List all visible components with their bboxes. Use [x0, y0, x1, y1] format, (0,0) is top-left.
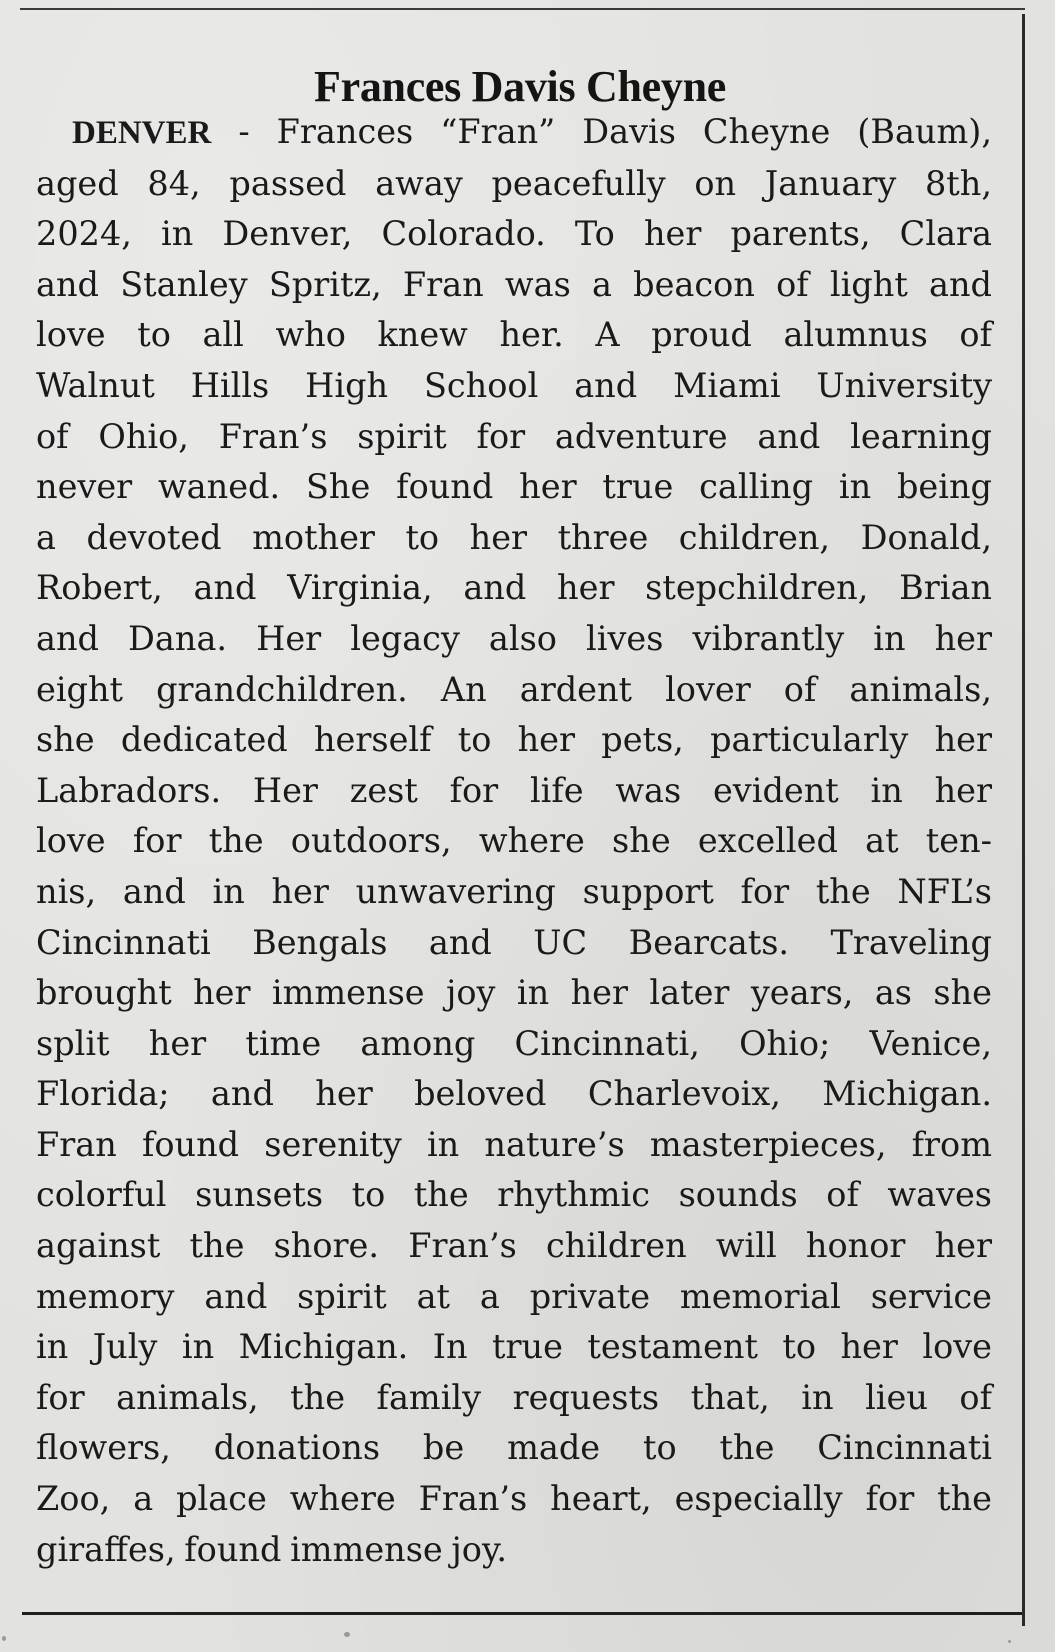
- obituary-first-line-text: - Frances “Fran” Davis Cheyne (Baum),: [211, 112, 992, 151]
- obituary-line: Walnut Hills High School and Miami University: [36, 365, 992, 405]
- obituary-line: Cincinnati Bengals and UC Bearcats. Traveling: [36, 922, 992, 962]
- top-rule: [20, 8, 1025, 10]
- paper-speck: [2, 1636, 6, 1641]
- obituary-line: flowers, donations be made to the Cincinnati: [36, 1428, 992, 1468]
- obituary-line: [36, 107, 992, 159]
- obituary-line: for animals, the family requests that, in lieu of: [36, 1377, 992, 1417]
- obituary-line: 2024, in Denver, Colorado. To her parents, Clara: [36, 214, 992, 254]
- obituary-line: nis, and in her unwavering support for the NFL’s: [36, 871, 992, 911]
- column-rule: [1022, 14, 1025, 1626]
- obituary-line: in July in Michigan. In true testament to her love: [36, 1327, 992, 1367]
- bottom-rule: [22, 1612, 1022, 1615]
- obituary-line: Labradors. Her zest for life was evident in her: [36, 770, 992, 810]
- obituary-line: Zoo, a place where Fran’s heart, especially for the: [36, 1479, 992, 1519]
- obituary-line: against the shore. Fran’s children will honor her: [36, 1226, 992, 1266]
- dateline: DENVER: [72, 115, 212, 151]
- obituary-line: Robert, and Virginia, and her stepchildren, Brian: [36, 568, 992, 608]
- obituary-line: aged 84, passed away peacefully on January 8th,: [36, 163, 992, 203]
- obituary-line: eight grandchildren. An ardent lover of animals,: [36, 669, 992, 709]
- obituary-line: never waned. She found her true calling in being: [36, 467, 992, 507]
- obituary-line: Florida; and her beloved Charlevoix, Michigan.: [36, 1074, 992, 1114]
- obituary-line: brought her immense joy in her later years, as she: [36, 973, 992, 1013]
- obituary-line: and Dana. Her legacy also lives vibrantly in her: [36, 618, 992, 658]
- obituary-line: giraffes, found immense joy.: [36, 1529, 508, 1569]
- obituary-line: of Ohio, Fran’s spirit for adventure and learning: [36, 416, 992, 456]
- obituary-line: colorful sunsets to the rhythmic sounds of waves: [36, 1175, 992, 1215]
- obituary-line: and Stanley Spritz, Fran was a beacon of light and: [36, 264, 992, 304]
- obituary-line: she dedicated herself to her pets, particularly her: [36, 720, 992, 760]
- obituary-line: love to all who knew her. A proud alumnus of: [36, 315, 992, 355]
- obituary-body: [36, 107, 992, 1575]
- obituary-line: Fran found serenity in nature’s masterpieces, from: [36, 1124, 992, 1164]
- obituary-line: a devoted mother to her three children, Donald,: [36, 517, 992, 557]
- paper-speck: [344, 1632, 350, 1637]
- obituary-line: memory and spirit at a private memorial service: [36, 1276, 992, 1316]
- obituary-title: Frances Davis Cheyne: [314, 62, 726, 112]
- paper-speck: [1008, 1640, 1011, 1643]
- obituary-line: split her time among Cincinnati, Ohio; Venice,: [36, 1023, 992, 1063]
- obituary-line: love for the outdoors, where she excelled at ten-: [36, 821, 992, 861]
